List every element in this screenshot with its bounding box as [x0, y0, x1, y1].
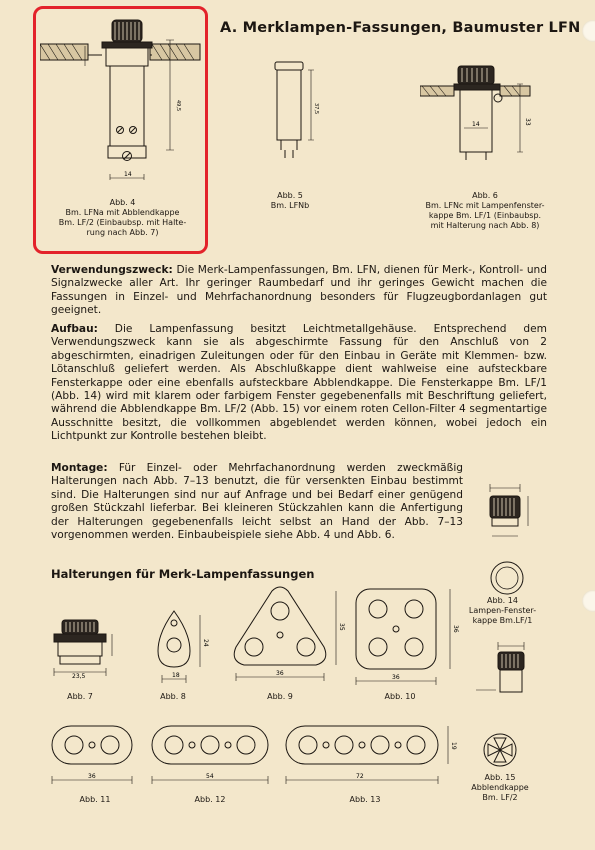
- section-aufbau: [51, 323, 547, 444]
- abb6-label: Abb. 6: [472, 191, 498, 200]
- abb13-dim-width: 72: [356, 773, 364, 780]
- verwendung-text: Die Merk-Lampenfassungen, Bm. LFN, dienen für Merk-, Kontroll- und Signalzwecke aller Art. Ihr geringer Raumbedarf und ihr geringes Gewicht machen die Fassungen in Einzel- und Mehrfachanordnung besonders für Flugzeugbordanlagen gut geeignet.: [51, 264, 547, 317]
- section-verwendungszweck: [51, 264, 547, 318]
- abb5-desc-line-1: Bm. LFNb: [270, 201, 310, 210]
- abb6-caption: [420, 191, 550, 231]
- figure-abb4-highlight: [33, 6, 208, 254]
- abb4-label: Abb. 4: [109, 198, 136, 207]
- punch-hole-bottom: [582, 590, 595, 612]
- abb15-label: Abb. 15: [484, 773, 516, 782]
- figure-abb13-drawing: [282, 720, 462, 790]
- abb7-dim-width: 23,5: [72, 673, 86, 680]
- abb5-dim-height: 37,5: [313, 103, 319, 115]
- abb10-dim-height: 36: [452, 625, 459, 633]
- figure-abb15-side-drawing: [466, 640, 546, 710]
- halterungen-heading: Halterungen für Merk-Lampenfassungen: [51, 567, 315, 581]
- abb4-dim-height: 49,5: [175, 100, 181, 112]
- montage-text: Für Einzel- oder Mehrfachanordnung werden zweckmäßig Halterungen nach Abb. 7–13 benutzt, die für versenkten Einbau bestimmt sind. Die Halterungen sind nur auf Anfrage und bei Bedarf einer genügend großen Stückzahl lieferbar. Bei kleineren Stückzahlen kann die Anfertigung der Halterungen gegebenenfalls leicht selbst an Hand der Abb. 7–13 vorgenommen werden. Einbaubeispiele siehe Abb. 4 und Abb. 6.: [51, 462, 463, 542]
- abb14-desc-line-1: Lampen-Fenster-: [468, 606, 537, 615]
- montage-heading: Montage:: [51, 462, 108, 474]
- figure-abb8-drawing: [148, 605, 213, 690]
- abb4-desc-line-2: Bm. LF/2 (Einbaubsp. mit Halte-: [58, 218, 187, 227]
- figure-abb11-drawing: [48, 720, 138, 790]
- abb12-label: Abb. 12: [194, 795, 226, 804]
- abb9-label: Abb. 9: [267, 692, 293, 701]
- abb11-label: Abb. 11: [79, 795, 111, 804]
- figure-abb9-drawing: [228, 585, 348, 690]
- figure-abb14-side-drawing: [478, 478, 538, 553]
- abb15-desc-line-1: Abblendkappe: [471, 783, 529, 792]
- abb14-label: Abb. 14: [487, 596, 518, 605]
- abb6-dim-height: 33: [524, 118, 531, 126]
- abb6-desc-line-1: Bm. LFNc mit Lampenfenster-: [425, 201, 545, 210]
- abb5-label: Abb. 5: [277, 191, 303, 200]
- figure-abb12-drawing: [148, 720, 278, 790]
- section-montage: [51, 462, 463, 542]
- abb14-desc-line-2: kappe Bm.LF/1: [472, 616, 533, 625]
- abb4-desc-line-1: Bm. LFNa mit Abblendkappe: [65, 208, 180, 217]
- figure-abb15-front-drawing: [480, 730, 520, 770]
- abb7-label: Abb. 7: [67, 692, 93, 701]
- abb4-dim-width: 14: [124, 171, 132, 178]
- abb6-desc-line-2: kappe Bm. LF/1 (Einbaubsp.: [428, 211, 542, 220]
- abb15-caption: [460, 773, 540, 803]
- abb9-dim-height: 35: [338, 623, 345, 631]
- abb9-dim-width: 36: [276, 670, 284, 677]
- abb8-label: Abb. 8: [160, 692, 186, 701]
- figure-abb14-front-drawing: [487, 558, 527, 598]
- aufbau-heading: Aufbau:: [51, 323, 98, 335]
- abb4-desc-line-3: rung nach Abb. 7): [86, 228, 159, 237]
- abb15-desc-line-2: Bm. LF/2: [482, 793, 518, 802]
- abb13-dim-height: 19: [450, 742, 457, 750]
- abb6-dim-width: 14: [472, 121, 480, 128]
- figure-abb7-drawing: [48, 610, 123, 685]
- abb5-caption: [245, 191, 335, 211]
- abb10-dim-width: 36: [392, 674, 400, 681]
- abb8-dim-width: 18: [172, 672, 180, 679]
- figure-abb5-drawing: [255, 58, 325, 178]
- abb11-dim-width: 36: [88, 773, 96, 780]
- abb8-dim-height: 24: [202, 639, 209, 647]
- abb10-label: Abb. 10: [384, 692, 416, 701]
- figure-abb6-drawing: [420, 58, 540, 178]
- abb6-desc-line-3: mit Halterung nach Abb. 8): [430, 221, 540, 230]
- figure-abb10-drawing: [352, 585, 462, 690]
- verwendung-heading: Verwendungszweck:: [51, 264, 173, 276]
- abb14-caption: [455, 596, 550, 626]
- punch-hole-top: [582, 20, 595, 42]
- abb13-label: Abb. 13: [349, 795, 381, 804]
- abb12-dim-width: 54: [206, 773, 214, 780]
- aufbau-text: Die Lampenfassung besitzt Leichtmetallgehäuse. Entsprechend dem Verwendungszweck kann sie als abgeschirmte Fassung für den Anschluß von 2 abgeschirmten, einadrigen Zuleitungen oder für den Einbau in Geräte mit Klemmen- bzw. Lötanschluß geliefert werden. Als Abschlußkappe dient wahlweise eine aufsteckbare Fensterkappe oder eine ebenfalls aufsteckbare Abblendkappe. Die Fensterkappe Bm. LF/1 (Abb. 14) wird mit klarem oder farbigem Fenster gegebenenfalls mit Beschriftung geliefert, während die Abblendkappe Bm. LF/2 (Abb. 15) vor einem roten Cellon-Filter 4 segmentartige Ausschnitte besitzt, die vollkommen abgeblendet werden können, wobei jedoch ein Lichtpunkt zur Kontrolle bestehen bleibt.: [51, 323, 547, 443]
- page-title: A. Merklampen-Fassungen, Baumuster LFN: [220, 20, 581, 36]
